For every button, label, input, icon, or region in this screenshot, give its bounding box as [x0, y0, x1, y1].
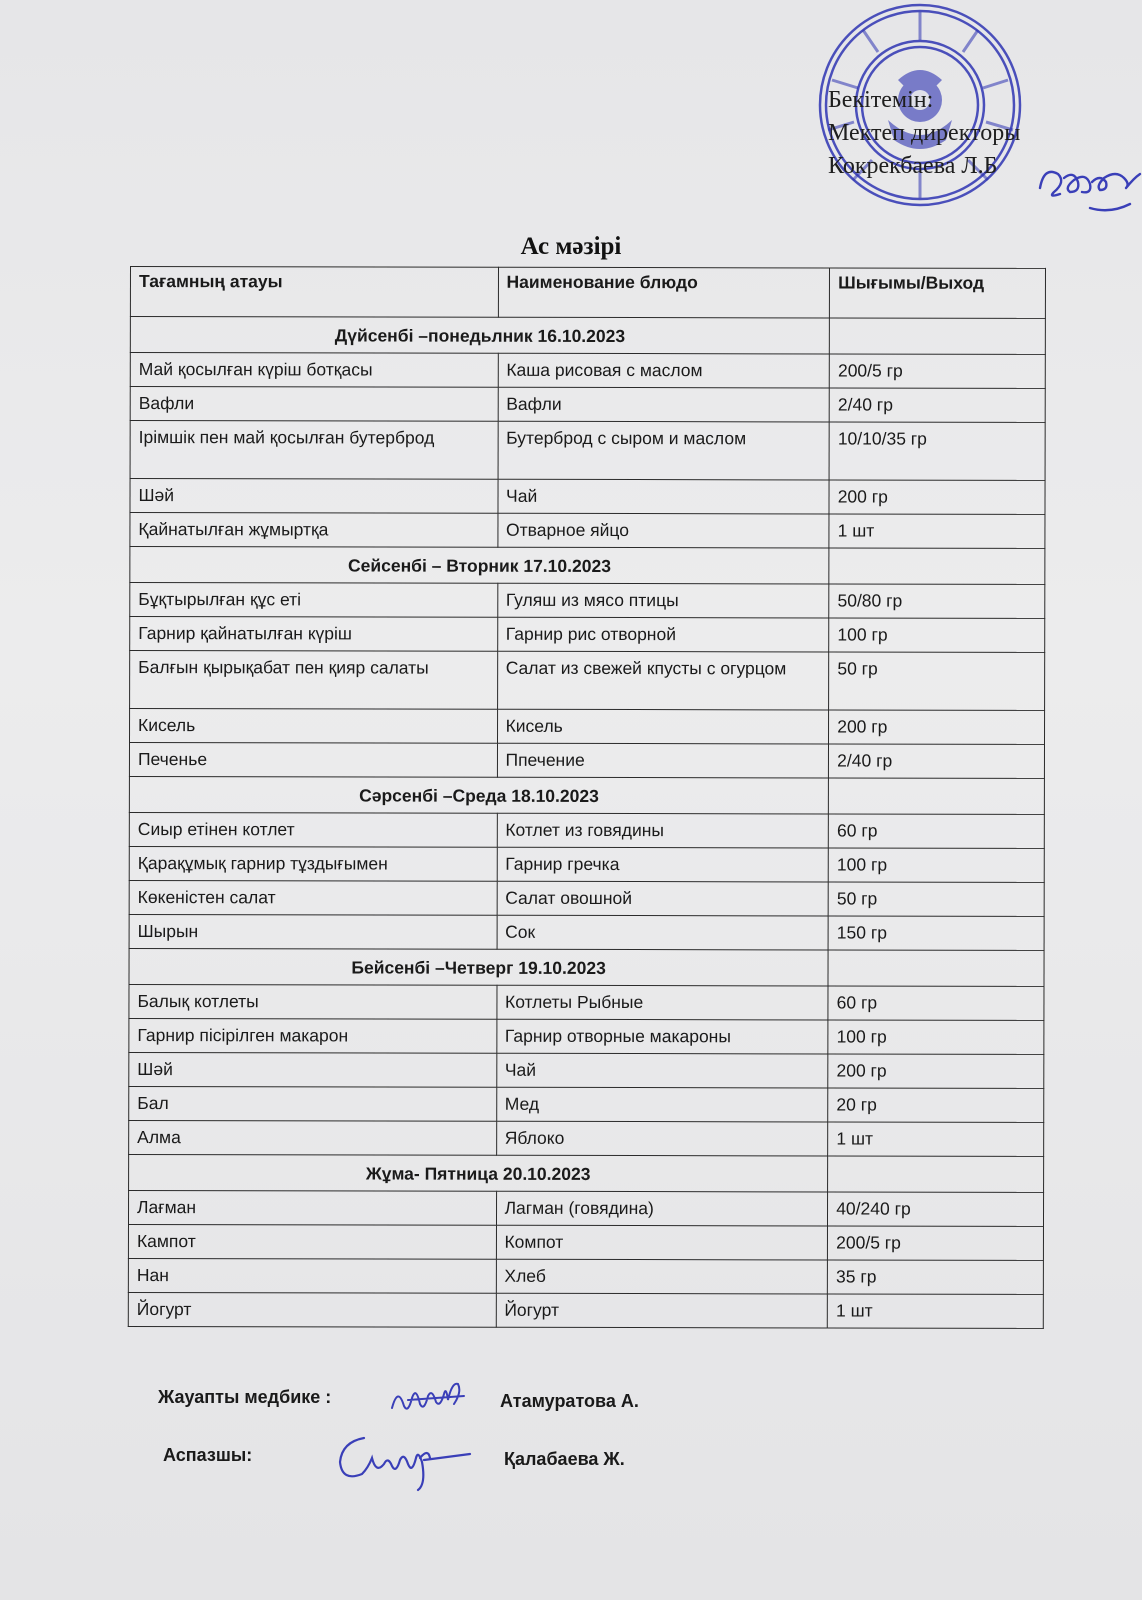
table-row [128, 1292, 1043, 1328]
nurse-role: Жауапты медбике : [158, 1387, 332, 1407]
dish-name-kz: Балық котлеты [129, 984, 497, 1019]
dish-name-ru: Йогурт [496, 1293, 828, 1328]
dish-name-kz: Шәй [130, 479, 498, 514]
dish-name-ru: Гуляш из мясо птицы [497, 583, 829, 618]
dish-output: 40/240 гр [828, 1192, 1044, 1226]
dish-output: 100 гр [829, 618, 1045, 652]
day-header-row [130, 547, 1045, 585]
dish-name-ru: Котлет из говядины [497, 813, 829, 848]
day-header-row [129, 1154, 1044, 1192]
dish-name-kz: Ірімшік пен май қосылған бутерброд [130, 421, 498, 480]
dish-name-ru: Яблоко [496, 1121, 828, 1156]
dish-name-ru: Хлеб [496, 1259, 828, 1294]
dish-name-kz: Кампот [128, 1224, 496, 1259]
table-row [129, 1018, 1044, 1054]
dish-output: 1 шт [827, 1294, 1043, 1328]
dish-name-kz: Гарнир пісірілген макарон [129, 1018, 497, 1053]
table-row [130, 617, 1045, 653]
table-row [129, 846, 1044, 882]
dish-name-kz: Йогурт [128, 1292, 496, 1327]
dish-name-kz: Шырын [129, 914, 497, 949]
approval-position: Мектеп директоры [828, 120, 1021, 146]
day-header-row [130, 317, 1045, 355]
dish-output: 50 гр [829, 652, 1045, 710]
table-row [130, 651, 1045, 711]
day-empty-cell [829, 548, 1045, 584]
dish-output: 50/80 гр [829, 584, 1045, 618]
header-kz-name: Тағамның атауы [130, 267, 498, 318]
table-row [129, 1120, 1044, 1156]
dish-name-kz: Қайнатылған жұмыртқа [130, 513, 498, 548]
dish-name-ru: Котлеты Рыбные [496, 985, 828, 1020]
dish-output: 200/5 гр [828, 1226, 1044, 1260]
dish-name-kz: Печенье [129, 743, 497, 778]
dish-output: 1 шт [829, 514, 1045, 548]
dish-output: 200 гр [829, 480, 1045, 514]
cook-role: Аспазшы: [163, 1445, 253, 1465]
dish-output: 10/10/35 гр [829, 422, 1045, 480]
dish-output: 200 гр [828, 1054, 1044, 1088]
dish-name-ru: Бутерброд с сыром и маслом [498, 421, 830, 480]
dish-name-ru: Отварное яйцо [497, 513, 829, 548]
table-row [130, 421, 1045, 481]
day-empty-cell [828, 950, 1044, 986]
dish-name-ru: Чай [498, 479, 830, 514]
table-row [128, 1224, 1043, 1260]
dish-name-kz: Нан [128, 1258, 496, 1293]
table-row [129, 812, 1044, 848]
dish-name-ru: Гарнир гречка [497, 847, 829, 882]
table-row [130, 387, 1045, 423]
dish-name-ru: Чай [496, 1053, 828, 1088]
table-header-row [130, 267, 1045, 319]
table-row [130, 709, 1045, 745]
dish-output: 150 гр [828, 916, 1044, 950]
table-row [129, 880, 1044, 916]
day-header-row [129, 776, 1044, 814]
dish-name-kz: Кисель [130, 709, 498, 744]
day-empty-cell [828, 1156, 1044, 1192]
dish-name-ru: Лагман (говядина) [496, 1191, 828, 1226]
day-label: Сейсенбі – Вторник 17.10.2023 [130, 547, 829, 584]
table-row [130, 583, 1045, 619]
dish-name-kz: Бал [129, 1086, 497, 1121]
dish-name-ru: Каша рисовая с маслом [498, 353, 830, 388]
dish-name-ru: Компот [496, 1225, 828, 1260]
dish-output: 20 гр [828, 1088, 1044, 1122]
menu-title: Ас мәзірі [520, 233, 622, 260]
dish-name-kz: Сиыр етінен котлет [129, 812, 497, 847]
table-row [130, 513, 1045, 549]
dish-output: 2/40 гр [829, 744, 1045, 778]
dish-name-kz: Көкеністен салат [129, 880, 497, 915]
menu-table [128, 266, 1046, 1329]
dish-name-kz: Вафли [130, 387, 498, 422]
dish-output: 200/5 гр [829, 354, 1045, 388]
dish-name-ru: Вафли [498, 387, 830, 422]
day-header-row [129, 948, 1044, 986]
director-signature [1030, 148, 1142, 228]
dish-output: 1 шт [828, 1122, 1044, 1156]
table-row [129, 1052, 1044, 1088]
menu-body [128, 317, 1045, 1329]
table-row [129, 914, 1044, 950]
dish-name-kz: Алма [129, 1120, 497, 1155]
dish-name-ru: Кисель [497, 709, 829, 744]
day-empty-cell [830, 318, 1046, 354]
table-row [130, 353, 1045, 389]
dish-output: 60 гр [828, 814, 1044, 848]
dish-name-kz: Қарақұмық гарнир тұздығымен [129, 846, 497, 881]
dish-name-ru: Мед [496, 1087, 828, 1122]
dish-output: 50 гр [828, 882, 1044, 916]
table-row [128, 1190, 1043, 1226]
dish-name-kz: Балғын қырықабат пен қияр салаты [130, 651, 498, 710]
dish-output: 2/40 гр [829, 388, 1045, 422]
nurse-name: Атамуратова А. [500, 1391, 639, 1411]
day-label: Бейсенбі –Четверг 19.10.2023 [129, 948, 828, 985]
dish-name-kz: Шәй [129, 1052, 497, 1087]
table-row [128, 1258, 1043, 1294]
table-row [130, 479, 1045, 515]
dish-output: 200 гр [829, 710, 1045, 744]
dish-name-kz: Май қосылған күріш ботқасы [130, 353, 498, 388]
day-label: Сәрсенбі –Среда 18.10.2023 [129, 776, 828, 813]
dish-output: 100 гр [828, 848, 1044, 882]
day-label: Дүйсенбі –понедьлник 16.10.2023 [130, 317, 829, 354]
dish-output: 35 гр [828, 1260, 1044, 1294]
dish-name-ru: Ппечение [497, 743, 829, 778]
table-row [129, 984, 1044, 1020]
dish-output: 100 гр [828, 1020, 1044, 1054]
approval-block [828, 84, 1020, 183]
header-ru-name: Наименование блюдо [498, 267, 830, 318]
header-output: Шығымы/Выход [830, 268, 1046, 318]
dish-name-ru: Гарнир рис отворной [497, 617, 829, 652]
dish-name-kz: Лағман [128, 1190, 496, 1225]
table-row [129, 1086, 1044, 1122]
cook-name: Қалабаева Ж. [504, 1449, 625, 1469]
dish-name-ru: Салат из свежей кпусты с огурцом [497, 651, 829, 710]
approval-director-name: Кокрекбаева Л.Б [828, 153, 998, 179]
nurse-signature [388, 1378, 478, 1418]
dish-name-ru: Салат овошной [497, 881, 829, 916]
dish-name-ru: Сок [497, 915, 829, 950]
dish-name-kz: Гарнир қайнатылған күріш [130, 617, 498, 652]
table-row [129, 743, 1044, 779]
dish-name-ru: Гарнир отворные макароны [496, 1019, 828, 1054]
day-empty-cell [829, 778, 1045, 814]
approval-heading: Бекітемін: [828, 87, 934, 113]
cook-signature [334, 1428, 474, 1492]
dish-name-kz: Бұқтырылған құс еті [130, 583, 498, 618]
dish-output: 60 гр [828, 986, 1044, 1020]
day-label: Жұма- Пятница 20.10.2023 [129, 1154, 828, 1191]
